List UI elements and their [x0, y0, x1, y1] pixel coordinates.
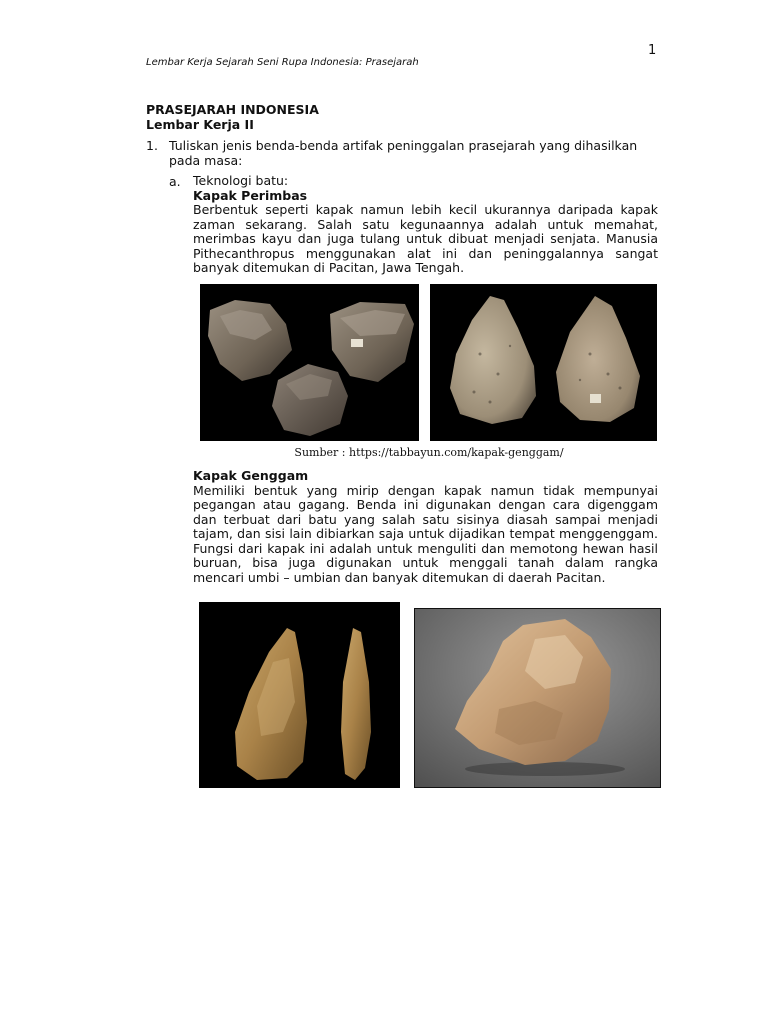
handaxe-single-photo [414, 608, 661, 788]
kapak-perimbas-heading: Kapak Perimbas [193, 187, 308, 203]
handaxe-pair-photo [199, 602, 400, 788]
running-header: Lembar Kerja Sejarah Seni Rupa Indonesia: Prasejarah [146, 57, 419, 68]
item-label: Teknologi batu: [193, 173, 289, 188]
kapak-genggam-body: Memiliki bentuk yang mirip dengan kapak namun tidak mempunyai pegangan atau gagang. Benda ini digunakan dengan cara digenggam dan terbuat dari batu yang salah satu sisinya diasah sampai menjadi tajam, dan sisi lain dibiarkan saja untuk dijadikan tempat menggenggam. Fungsi dari kapak ini adalah untuk menguliti dan memotong hewan hasil buruan, bisa juga digunakan untuk menggali tanah dalam rangka mencari umbi – umbian dan banyak ditemukan di daerah Pacitan. [193, 482, 658, 585]
chopper-two-stones-photo [430, 284, 657, 441]
kapak-genggam-heading: Kapak Genggam [193, 468, 309, 483]
title-main: PRASEJARAH INDONESIA [146, 102, 319, 117]
question-number: 1. [146, 138, 158, 153]
question-text: Tuliskan jenis benda-benda artifak peninggalan prasejarah yang dihasilkan pada masa: [169, 138, 638, 168]
chopper-three-stones-photo [200, 284, 419, 441]
kapak-perimbas-section [193, 174, 658, 276]
kapak-perimbas-body: Berbentuk seperti kapak namun lebih kecil ukurannya daripada kapak zaman sekarang. Salah satu kegunaannya adalah untuk memahat, merimbas kayu dan juga tulang untuk dibuat menjadi senjata. Manusia Pithecanthropus menggunakan alat ini dan peninggalannya sangat banyak ditemukan di Pacitan, Jawa Tengah. [193, 202, 658, 275]
document-title [146, 102, 319, 132]
kapak-genggam-section [193, 469, 658, 585]
item-letter: a. [169, 174, 181, 189]
page-number: 1 [648, 43, 657, 58]
title-sub: Lembar Kerja II [146, 117, 254, 132]
image-source-caption: Sumber : https://tabbayun.com/kapak-genggam/ [294, 446, 564, 459]
